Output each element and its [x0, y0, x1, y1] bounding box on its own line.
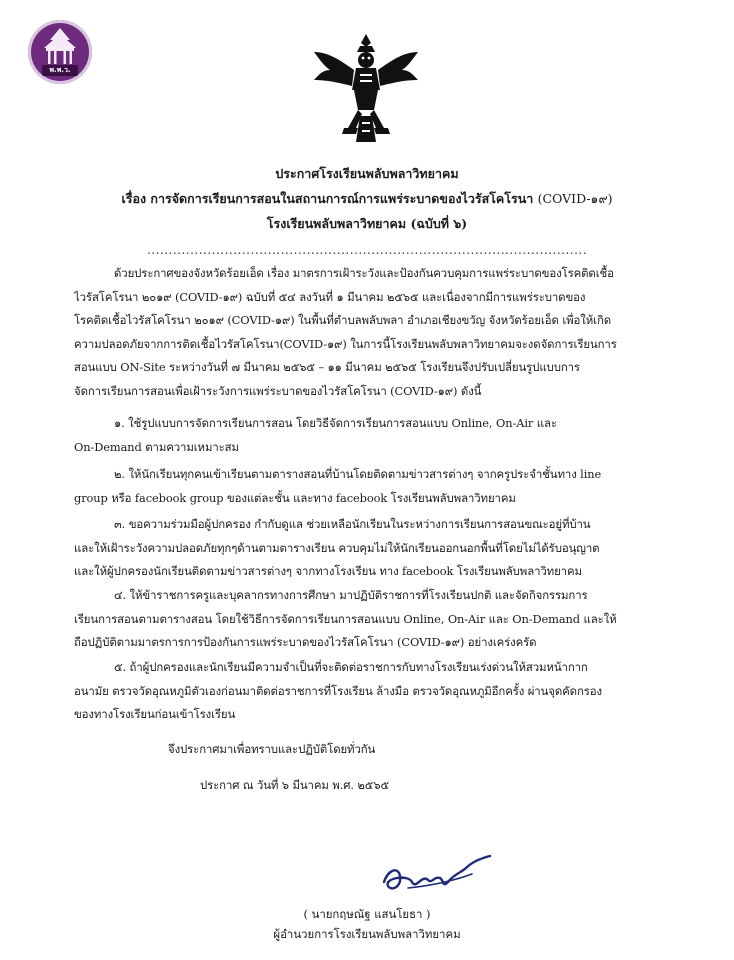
item-line: ๕. ถ้าผู้ปกครองและนักเรียนมีความจำเป็นที่จะติดต่อราชการกับทางโรงเรียนเร่งด่วนให้สวมหน้ากาก [114, 660, 588, 674]
item-line: ๓. ขอความร่วมมือผู้ปกครอง กำกับดูแล ช่วยเหลือนักเรียนในระหว่างการเรียนการสอนขณะอยู่ที่บ้าน [114, 517, 591, 531]
intro-paragraph [74, 262, 674, 403]
item-line: และให้เฝ้าระวังความปลอดภัยทุกๆด้านตามตารางเรียน ควบคุมไม่ให้นักเรียนออกนอกพื้นที่โดยไม่ได้รับอนุญาต [74, 540, 600, 555]
intro-line: ไวรัสโคโรนา ๒๐๑๙ (COVID-๑๙) ฉบับที่ ๕๔ ลงวันที่ ๑ มีนาคม ๒๕๖๕ และเนื่องจากมีการแพร่ระบาดของ [74, 289, 586, 304]
item-line: ๑. ใช้รูปแบบการจัดการเรียนการสอน โดยวิธีจัดการเรียนการสอนแบบ Online, On-Air และ [114, 416, 557, 430]
item-line: และให้ผู้ปกครองนักเรียนติดตามข่าวสารต่างๆ จากทางโรงเรียน ทาง facebook โรงเรียนพลับพลาวิทยาคม [74, 564, 582, 578]
announcement-subject [0, 189, 734, 209]
separator: ...................................................................................................... [146, 243, 588, 257]
item-line: On-Demand ตามความเหมาะสม [74, 439, 239, 454]
item-line: ๒. ให้นักเรียนทุกคนเข้าเรียนตามตารางสอนที่บ้านโดยติดตามข่าวสารต่างๆ จากครูประจำชั้นทาง line [114, 467, 602, 481]
date-line: ประกาศ ณ วันที่ ๖ มีนาคม พ.ศ. ๒๕๖๕ [200, 778, 389, 792]
garuda-emblem-icon [310, 30, 422, 148]
intro-line: ด้วยประกาศของจังหวัดร้อยเอ็ด เรื่อง มาตรการเฝ้าระวังและป้องกันควบคุมการแพร่ระบาดของโรคติดเชื้อ [114, 266, 614, 280]
item-1 [74, 412, 674, 459]
announcement-title: ประกาศโรงเรียนพลับพลาวิทยาคม [275, 166, 459, 181]
intro-line: สอนแบบ ON-Site ระหว่างวันที่ ๗ มีนาคม ๒๕๖๕ – ๑๑ มีนาคม ๒๕๖๕ โรงเรียนจึงปรับเปลี่ยนรูปแบบการ [74, 360, 580, 374]
closing-line: จึงประกาศมาเพื่อทราบและปฏิบัติโดยทั่วกัน [168, 742, 376, 756]
logo-text: พ.พ.ว. [42, 65, 78, 76]
signature-icon [378, 852, 494, 896]
signatory-name: ( นายกฤษณัฐ แสนโยธา ) [303, 907, 431, 921]
school-logo [28, 20, 92, 84]
subject-suffix: (COVID-๑๙) [537, 191, 613, 206]
item-line: group หรือ facebook group ของแต่ละชั้น และทาง facebook โรงเรียนพลับพลาวิทยาคม [74, 490, 516, 505]
item-4 [74, 584, 674, 655]
item-5 [74, 656, 674, 727]
item-2 [74, 463, 674, 510]
item-line: อนามัย ตรวจวัดอุณหภูมิตัวเองก่อนมาติดต่อราชการที่โรงเรียน ล้างมือ ตรวจวัดอุณหภูมิอีกครั้ง ผ่านจุดคัดกรอง [74, 683, 602, 698]
item-line: ๔. ให้ข้าราชการครูและบุคลากรทางการศึกษา มาปฏิบัติราชการที่โรงเรียนปกติ และจัดกิจกรรมการ [114, 588, 588, 602]
school-issue: โรงเรียนพลับพลาวิทยาคม (ฉบับที่ ๖) [266, 216, 468, 231]
item-line: ถือปฏิบัติตามมาตรการการป้องกันการแพร่ระบาดของไวรัสโคโรนา (COVID-๑๙) อย่างเคร่งครัด [74, 635, 537, 649]
item-line: เรียนการสอนตามตารางสอน โดยใช้วิธีการจัดการเรียนการสอนแบบ Online, On-Air และ On-Demand และให้ [74, 611, 617, 626]
intro-line: ความปลอดภัยจากการติดเชื้อไวรัสโคโรนา(COVID-๑๙) ในการนี้โรงเรียนพลับพลาวิทยาคมจะงดจัดการเรียนการ [74, 336, 617, 351]
item-line: ของทางโรงเรียนก่อนเข้าโรงเรียน [74, 707, 236, 721]
item-3 [74, 513, 674, 584]
intro-line: โรคติดเชื้อไวรัสโคโรนา ๒๐๑๙ (COVID-๑๙) ในพื้นที่ตำบลพลับพลา อำเภอเชียงขวัญ จังหวัดร้อยเอ็ด เพื่อให้เกิด [74, 313, 612, 327]
intro-line: จัดการเรียนการสอนเพื่อเฝ้าระวังการแพร่ระบาดของไวรัสโคโรนา (COVID-๑๙) ดังนี้ [74, 383, 482, 398]
subject-text: เรื่อง การจัดการเรียนการสอนในสถานการณ์การแพร่ระบาดของไวรัสโคโรนา [121, 191, 534, 206]
signatory-position: ผู้อำนวยการโรงเรียนพลับพลาวิทยาคม [273, 927, 461, 941]
